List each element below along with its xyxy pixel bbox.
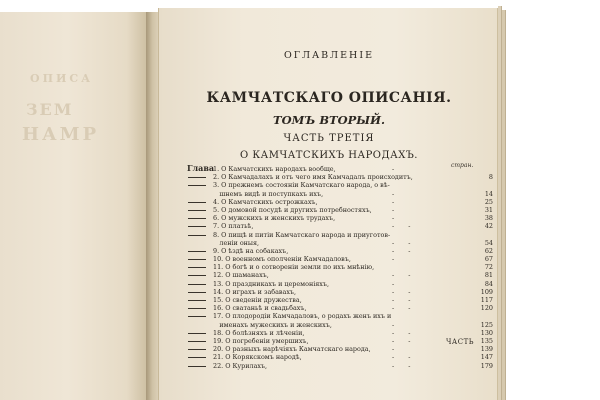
chapter-label: Глава [187,163,215,173]
ditto-dash [188,235,206,236]
toc-entry-page: 120 [480,304,493,313]
left-page [0,12,150,400]
toc-entry [187,214,495,222]
ditto-dash [188,210,206,211]
toc-leader: - - [392,328,417,337]
toc-entry-page: 31 [484,205,493,214]
toc-entry [187,206,495,214]
toc-leader: - - [392,353,417,362]
toc-entry-title: 20. О разныхъ нарѣчіяхъ Камчатскаго народа, [213,345,371,354]
ditto-dash [188,316,206,317]
toc-entry [187,304,495,312]
toc-leader: - [392,165,401,173]
toc-entry-page: 147 [480,353,493,362]
toc-entry-page: 135 [480,336,493,345]
toc-entry [187,296,495,304]
toc-entry-page: 67 [484,255,493,264]
toc-entry-page: 117 [480,296,493,304]
toc-leader: - [392,255,401,264]
toc-leader: - [392,279,401,288]
toc-leader: - - [392,238,417,247]
toc-entry [187,321,495,329]
toc-entry [187,345,495,353]
toc-leader: - - [392,287,417,296]
bleed-through-text: ОПИСА [30,72,94,85]
ditto-dash [188,366,206,367]
ditto-dash [188,341,206,342]
toc-entry-page: 125 [480,320,493,329]
toc-leader: - - [392,336,417,345]
toc-entry [187,239,495,247]
ditto-dash [188,251,206,252]
toc-leader: - - [392,304,417,313]
toc-entry [187,263,495,271]
ditto-dash [188,300,206,301]
toc-entry [187,280,495,288]
right-page [158,8,498,400]
toc-entry-title: 12. О шаманахъ, [213,271,269,280]
toc-entry-title: 2. О Камчадалахъ и отъ чего имя Камчадалъ происходитъ, [213,173,413,182]
ditto-dash [188,333,206,334]
toc-entry-title: именахъ мужескихъ и женскихъ, [213,320,332,329]
toc-entry [187,231,495,239]
toc-entry-title: 1. О Камчатскихъ народахъ вообще, [213,165,336,173]
toc-leader: - [392,320,401,329]
toc-entry-title: 13. О праздникахъ и церемоніяхъ, [213,279,329,288]
toc-entry-title: 5. О домовой посудѣ и другихъ потребностяхъ, [213,205,372,214]
toc-entry-title: шнемъ видѣ и поступкахъ ихъ, [213,189,324,198]
toc-entry-title: 16. О сватаньѣ и свадьбахъ, [213,304,307,313]
ditto-dash [188,284,206,285]
toc-entry-title: 11. О богѣ и о сотвореніи земли по ихъ мнѣнію, [213,263,375,272]
toc-entry-page: 179 [480,361,493,370]
toc-entry-page: 84 [484,279,493,288]
toc-entry-title: 15. О сведеніи дружества, [213,296,302,304]
toc-entry-page: 109 [480,287,493,296]
toc-entry [187,353,495,361]
bleed-through-text: ЗЕМ [26,100,74,119]
toc-entry [187,173,495,181]
toc-leader: - - [392,361,417,370]
toc-leader: - - [392,246,417,255]
ditto-dash [188,267,206,268]
ditto-dash [188,292,206,293]
page-edge [502,10,506,400]
catchword: ЧАСТЬ [446,338,474,346]
toc-entry-title: 10. О военномъ ополченіи Камчадаловъ, [213,255,351,264]
ditto-dash [188,218,206,219]
ditto-dash [188,357,206,358]
toc-entry [187,247,495,255]
toc-entry-page: 14 [484,189,493,198]
ditto-dash [188,308,206,309]
ditto-dash [188,177,206,178]
volume-title: ТОМЪ ВТОРЫЙ. [273,113,385,127]
toc-entry-page: 42 [484,222,493,231]
toc-entry [187,255,495,263]
ditto-dash [188,275,206,276]
toc-entry-page: 81 [484,271,493,280]
ditto-dash [188,185,206,186]
ditto-dash [188,202,206,203]
toc-leader: - - [392,271,417,280]
section-title: О КАМЧАТСКИХЪ НАРОДАХЪ. [240,150,418,161]
toc-leader: - [392,345,401,354]
toc-entry-title: 21. О Корякскомъ народѣ, [213,353,302,362]
toc-entry-page: 139 [480,345,493,354]
toc-entry-title: леніи оныя, [213,238,260,247]
toc-entry [187,198,495,206]
toc-entry-title: 14. О играхъ и забавахъ, [213,287,297,296]
toc-entry-title: 6. О мужскихъ и женскихъ трудахъ, [213,214,336,223]
book-title: КАМЧАТСКАГО ОПИСАНІЯ. [206,90,452,106]
toc-leader: - [392,214,401,223]
toc-entry-title: 3. О прежнемъ состояніи Камчатскаго народа, о вѣ- [213,181,390,190]
toc-entry-title: 7. О платьѣ, [213,222,254,231]
ditto-dash [188,349,206,350]
toc-entry-title: 19. О погребеніи умершихъ, [213,336,309,345]
toc-leader: - - [392,222,417,231]
toc-entry [187,362,495,370]
toc-leader: - [392,189,401,198]
toc-entry-page: 54 [484,238,493,247]
toc-entry-page: 8 [488,173,493,182]
toc-entry-page: 130 [480,328,493,337]
toc-entry [187,181,495,189]
toc-entry-title: 18. О болѣзняхъ и лѣченіи, [213,328,305,337]
toc-leader: - [392,197,401,206]
toc-entry [187,312,495,320]
toc-entry-title: 22. О Курилахъ, [213,361,268,370]
toc-entry-title: 4. О Камчатскихъ острожкахъ, [213,197,318,206]
toc-leader: - - [392,296,417,304]
contents-heading: ОГЛАВЛЕНІЕ [283,50,375,61]
toc-entry [187,222,495,230]
toc-entry [187,271,495,279]
part-title: ЧАСТЬ ТРЕТІЯ [283,133,375,144]
toc-entry-page: 38 [484,214,493,223]
toc-entry [187,288,495,296]
toc-leader: - [392,205,401,214]
ditto-dash [188,226,206,227]
bleed-through-text: НАМР [22,124,100,145]
toc-entry-page: 72 [484,263,493,272]
toc-entry [187,329,495,337]
page-column-label: стран. [451,162,474,169]
toc-entry-page: 25 [484,197,493,206]
ditto-dash [188,259,206,260]
toc-entry-page: 62 [484,246,493,255]
toc-entry-title: 9. О ѣздѣ на собакахъ, [213,246,289,255]
toc-entry [187,190,495,198]
toc-entry [187,165,495,173]
toc-entry-title: 17. О плодородіи Камчадаловъ, о родахъ женъ ихъ и [213,312,392,321]
toc-entry-title: 8. О пищѣ и питіи Камчатскаго народа и приуготов- [213,230,391,239]
